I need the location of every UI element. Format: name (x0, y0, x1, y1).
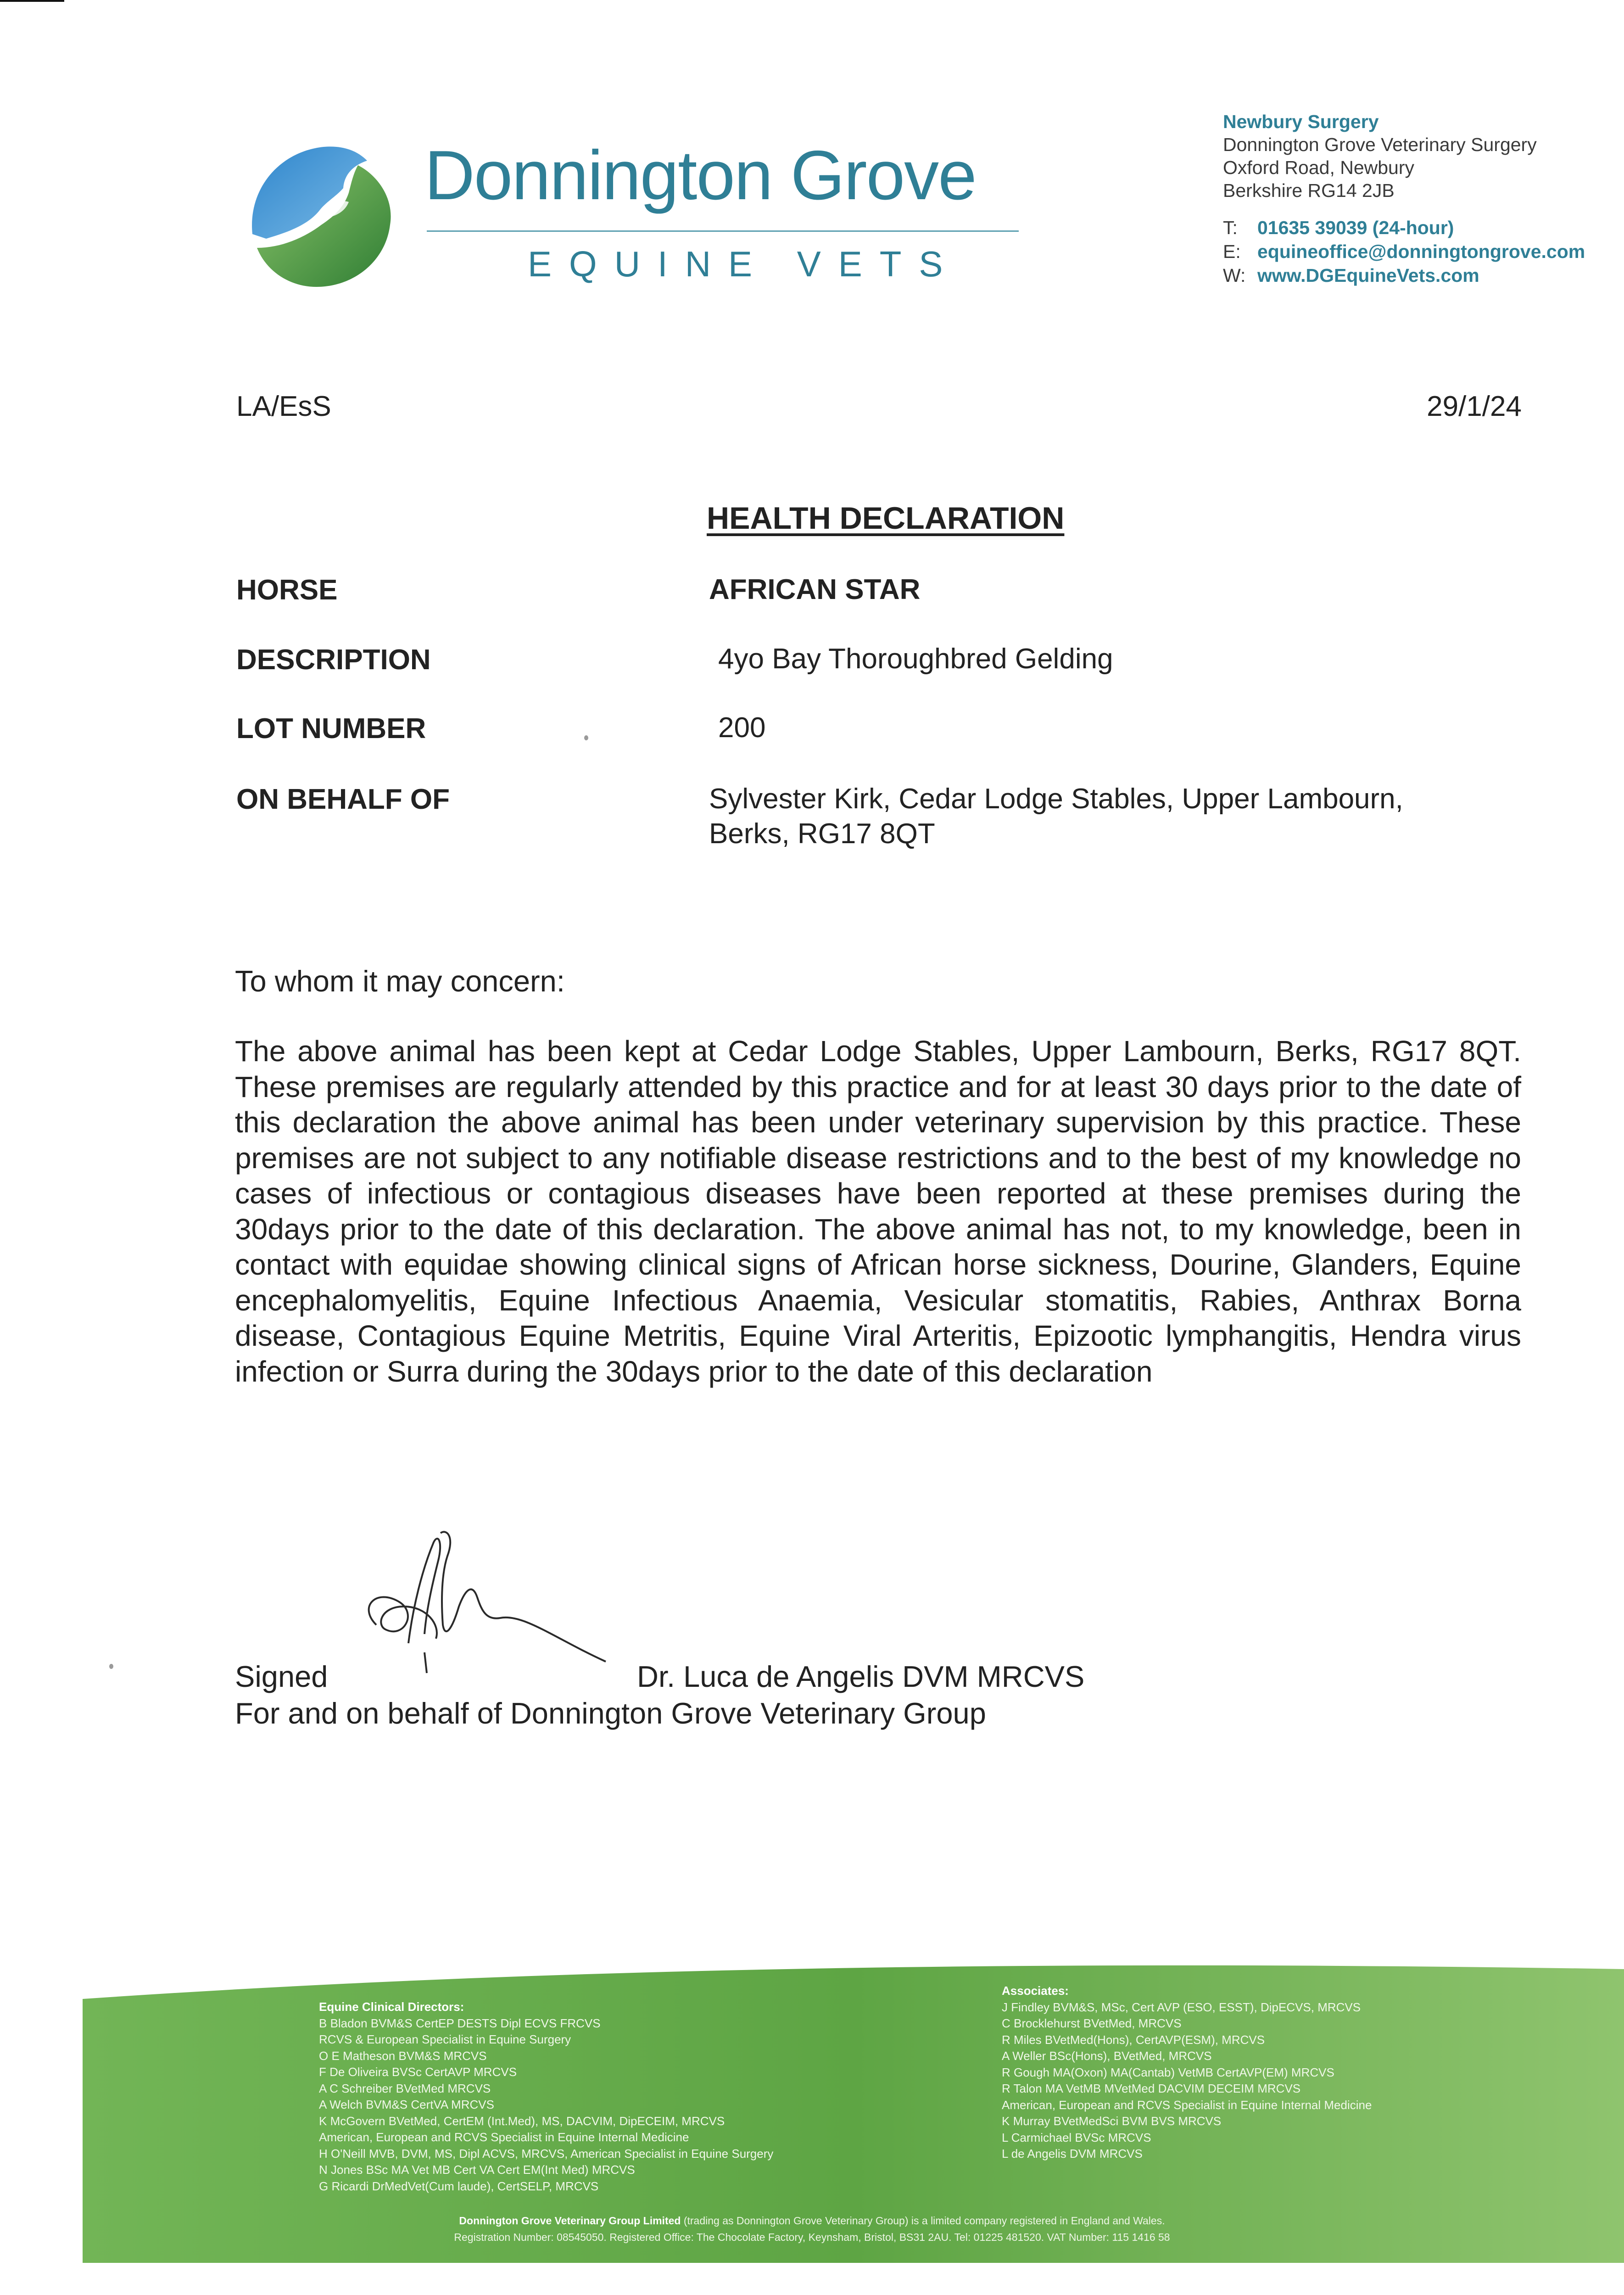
director-entry: American, European and RCVS Specialist in Equine Internal Medicine (319, 2130, 689, 2144)
address-line: Donnington Grove Veterinary Surgery (1223, 134, 1537, 155)
legal-line-2: Registration Number: 08545050. Registered Office: The Chocolate Factory, Keynsham, Bristol, BS31 2AU. Tel: 01225 481520. VAT Number: 115 1416 58 (454, 2231, 1170, 2243)
brand-divider (427, 230, 1019, 232)
legal-line-1 (0, 2212, 1624, 2229)
associate-entry: L de Angelis DVM MRCVS (1002, 2147, 1143, 2161)
declaration-body: The above animal has been kept at Cedar Lodge Stables, Upper Lambourn, Berks, RG17 8QT. These premises are regularly attended by this practice and for at least 30 days prior to the date of this declaration the above animal has been under veterinary supervision by this practice. These premises are not subject to any notifiable disease restrictions and to the best of my knowledge no cases of infectious or contagious diseases have been reported at these premises during the 30days prior to the date of this declaration. The above animal has not, to my knowledge, been in contact with equidae showing clinical signs of African horse sickness, Dourine, Glanders, Equine encephalomyelitis, Equine Infectious Anaemia, Vesicular stomatitis, Rabies, Anthrax Borna disease, Contagious Equine Metritis, Equine Viral Arteritis, Epizootic lymphangitis, Hendra virus infection or Surra during the 30days prior to the date of this declaration (235, 1035, 1521, 1388)
contact-web (1223, 263, 1585, 287)
brand-name: Donnington Grove (424, 136, 976, 214)
website-link[interactable]: www.DGEquineVets.com (1257, 265, 1479, 286)
reference: LA/EsS (236, 391, 331, 422)
handwritten-signature (349, 1515, 633, 1680)
surgery-name: Newbury Surgery (1223, 111, 1379, 132)
field-value-on-behalf-of: Sylvester Kirk, Cedar Lodge Stables, Upper Lambourn, Berks, RG17 8QT (709, 783, 1403, 850)
contact-key: W: (1223, 265, 1246, 286)
logo-icon (239, 133, 404, 298)
scan-speck (109, 1664, 113, 1669)
director-entry: F De Oliveira BVSc CertAVP MRCVS (319, 2065, 517, 2079)
director-entry: A Welch BVM&S CertVA MRCVS (319, 2098, 494, 2111)
signatory-name: Dr. Luca de Angelis DVM MRCVS (637, 1660, 1085, 1693)
address-line: Oxford Road, Newbury (1223, 157, 1415, 178)
field-label-on-behalf-of: ON BEHALF OF (236, 784, 450, 815)
director-entry: K McGovern BVetMed, CertEM (Int.Med), MS, DACVIM, DipECEIM, MRCVS (319, 2114, 725, 2128)
phone-number[interactable]: 01635 39039 (24-hour) (1257, 217, 1454, 238)
associate-entry: J Findley BVM&S, MSc, Cert AVP (ESO, ESST), DipECVS, MRCVS (1002, 2000, 1361, 2014)
director-entry: B Bladon BVM&S CertEP DESTS Dipl ECVS FRCVS (319, 2016, 601, 2030)
contact-details (1223, 216, 1585, 287)
director-entry: O E Matheson BVM&S MRCVS (319, 2049, 487, 2063)
director-entry: H O'Neill MVB, DVM, MS, Dipl ACVS, MRCVS, American Specialist in Equine Surgery (319, 2146, 774, 2161)
scan-speck (584, 735, 588, 740)
greeting: To whom it may concern: (235, 964, 565, 998)
director-entry: A C Schreiber BVetMed MRCVS (319, 2081, 491, 2095)
associate-entry: A Weller BSc(Hons), BVetMed, MRCVS (1002, 2049, 1212, 2063)
associates-heading: Associates: (1002, 1984, 1069, 1998)
associate-entry: C Brocklehurst BVetMed, MRCVS (1002, 2016, 1182, 2030)
associate-entry: L Carmichael BVSc MRCVS (1002, 2130, 1151, 2144)
legal-company-name: Donnington Grove Veterinary Group Limited (459, 2215, 681, 2227)
field-label-description: DESCRIPTION (236, 644, 431, 676)
director-entry: N Jones BSc MA Vet MB Cert VA Cert EM(Int Med) MRCVS (319, 2163, 635, 2177)
associate-entry: R Miles BVetMed(Hons), CertAVP(ESM), MRCVS (1002, 2032, 1265, 2047)
field-label-horse: HORSE (236, 574, 338, 606)
contact-email (1223, 240, 1585, 263)
directors-heading: Equine Clinical Directors: (319, 2000, 464, 2014)
associate-entry: American, European and RCVS Specialist in Equine Internal Medicine (1002, 2098, 1372, 2112)
associates-list (1002, 1983, 1372, 2162)
field-label-lot-number: LOT NUMBER (236, 713, 426, 744)
letter-date: 29/1/24 (1427, 391, 1522, 422)
associate-entry: K Murray BVetMedSci BVM BVS MRCVS (1002, 2114, 1222, 2128)
address-line: Berkshire RG14 2JB (1223, 180, 1395, 201)
scan-corner-mark (0, 0, 64, 2)
signatory-behalf: For and on behalf of Donnington Grove Veterinary Group (235, 1696, 986, 1730)
directors-list (319, 1999, 773, 2194)
field-value-horse: AFRICAN STAR (709, 574, 921, 605)
legal-trading-note: (trading as Donnington Grove Veterinary Group) is a limited company registered in England and Wales. (683, 2215, 1165, 2227)
email-link[interactable]: equineoffice@donningtongrove.com (1257, 241, 1585, 262)
contact-key: E: (1223, 241, 1241, 262)
document-title: HEALTH DECLARATION (707, 501, 1065, 536)
associate-entry: R Talon MA VetMB MVetMed DACVIM DECEIM MRCVS (1002, 2082, 1301, 2095)
footer-legal (0, 2212, 1624, 2245)
associate-entry: R Gough MA(Oxon) MA(Cantab) VetMB CertAVP(EM) MRCVS (1002, 2065, 1334, 2079)
signed-label: Signed (235, 1660, 328, 1693)
director-entry: G Ricardi DrMedVet(Cum laude), CertSELP, MRCVS (319, 2179, 599, 2193)
contact-key: T: (1223, 217, 1238, 238)
director-entry: RCVS & European Specialist in Equine Surgery (319, 2032, 571, 2046)
field-value-lot-number: 200 (718, 712, 766, 744)
contact-phone (1223, 216, 1585, 240)
practice-address (1223, 110, 1537, 202)
brand-subtitle: EQUINE VETS (528, 244, 960, 284)
field-value-description: 4yo Bay Thoroughbred Gelding (718, 643, 1113, 675)
